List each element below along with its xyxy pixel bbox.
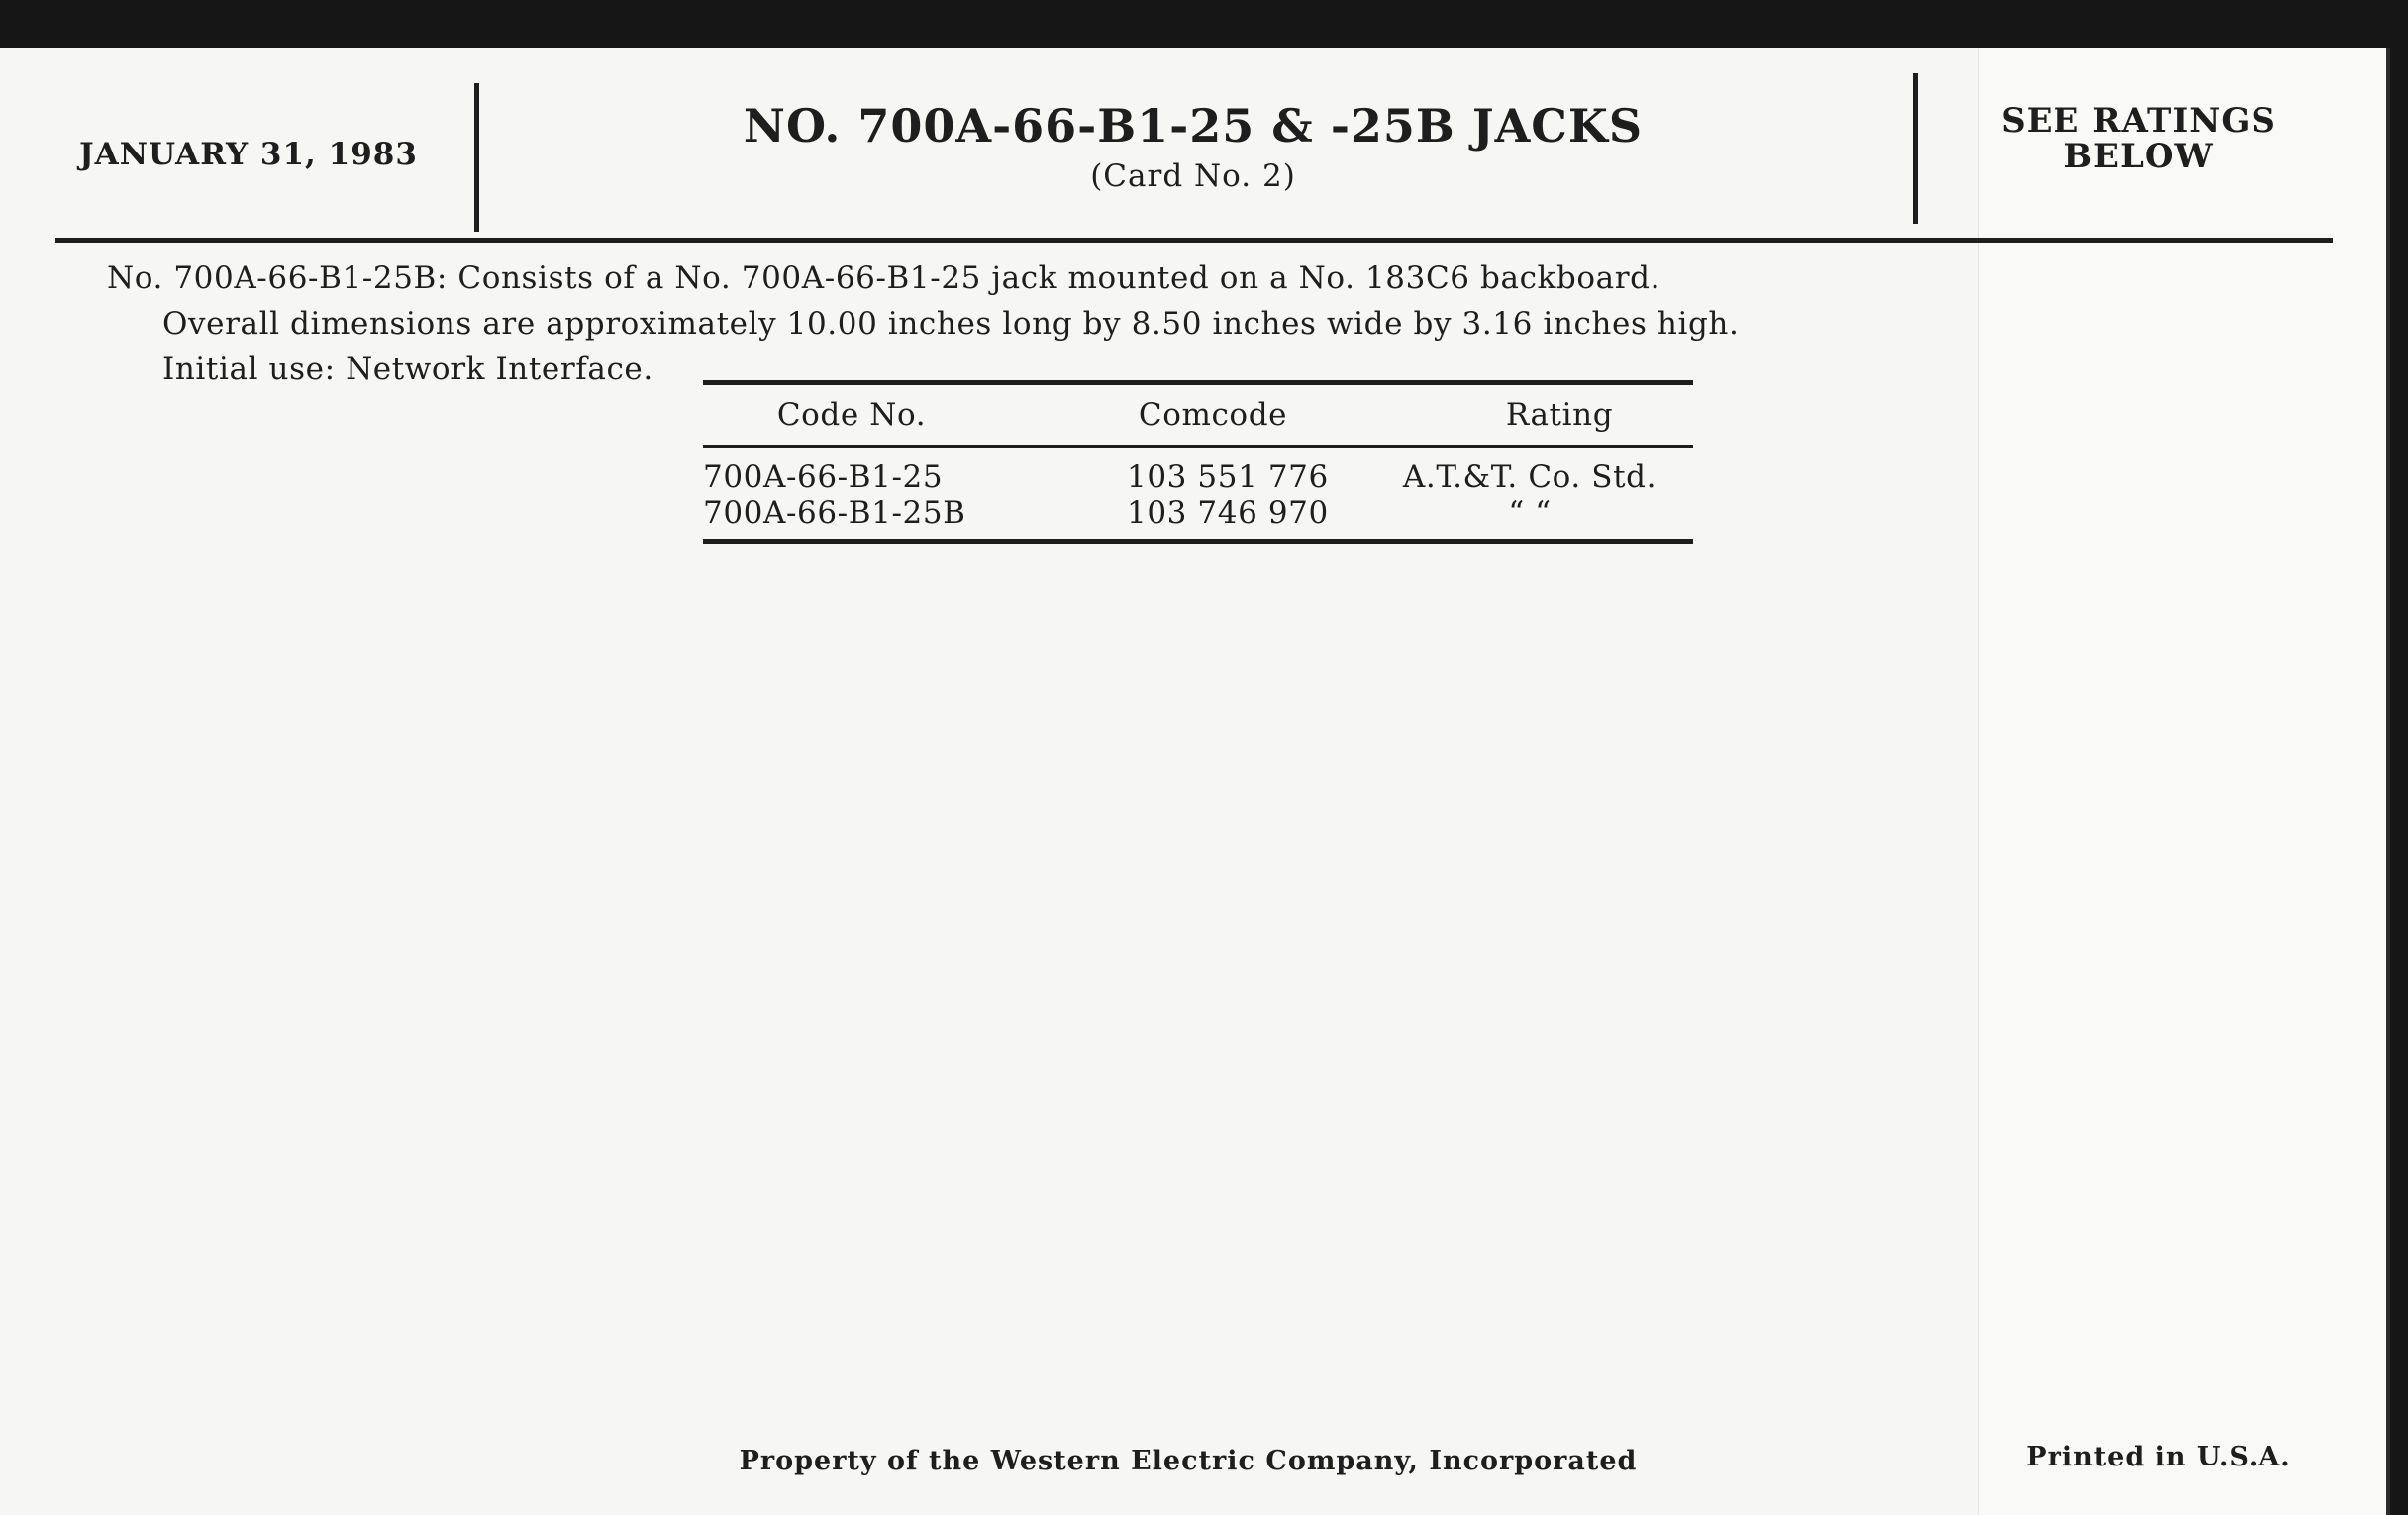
footer-printed-in: Printed in U.S.A. bbox=[2026, 1442, 2291, 1472]
header-ratings-note bbox=[1960, 103, 2317, 174]
table-header-row bbox=[703, 385, 1693, 445]
ratings-line-1: SEE RATINGS bbox=[2001, 101, 2276, 141]
header-subtitle: (Card No. 2) bbox=[1090, 158, 1296, 194]
table-body bbox=[703, 448, 1693, 539]
header-divider-right bbox=[1913, 73, 1918, 224]
header-rating: Rating bbox=[1505, 397, 1614, 433]
header-title: NO. 700A-66-B1-25 & -25B JACKS bbox=[743, 99, 1644, 152]
description-line-2: Overall dimensions are approximately 10.00 inches long by 8.50 inches wide by 3.16 inches high. bbox=[162, 306, 1740, 342]
header-date: JANUARY 31, 1983 bbox=[79, 137, 418, 172]
header-code-no: Code No. bbox=[776, 397, 927, 433]
table-bottom-rule bbox=[703, 539, 1693, 544]
code-table bbox=[703, 380, 1693, 544]
cell-code-no: 700A-66-B1-25B bbox=[703, 495, 966, 531]
right-panel bbox=[1978, 48, 2387, 1515]
table-row bbox=[703, 459, 1693, 495]
description-line-3: Initial use: Network Interface. bbox=[162, 352, 653, 387]
description bbox=[107, 255, 1889, 392]
table-row bbox=[703, 495, 1693, 531]
cell-comcode: 103 746 970 bbox=[1127, 495, 1329, 531]
cell-code-no: 700A-66-B1-25 bbox=[703, 459, 944, 495]
cell-rating: A.T.&T. Co. Std. bbox=[1402, 459, 1657, 495]
footer-property-notice: Property of the Western Electric Company, Incorporated bbox=[739, 1446, 1638, 1476]
cell-rating: “ “ bbox=[1508, 495, 1552, 531]
header-comcode: Comcode bbox=[1138, 397, 1288, 433]
cell-comcode: 103 551 776 bbox=[1127, 459, 1329, 495]
header-rule bbox=[55, 238, 2333, 243]
ratings-line-2: BELOW bbox=[2063, 137, 2214, 176]
description-line-1: No. 700A-66-B1-25B: Consists of a No. 700A-66-B1-25 jack mounted on a No. 183C6 backboard. bbox=[107, 260, 1661, 296]
catalog-card bbox=[0, 48, 2390, 1515]
header-divider-left bbox=[474, 83, 479, 232]
